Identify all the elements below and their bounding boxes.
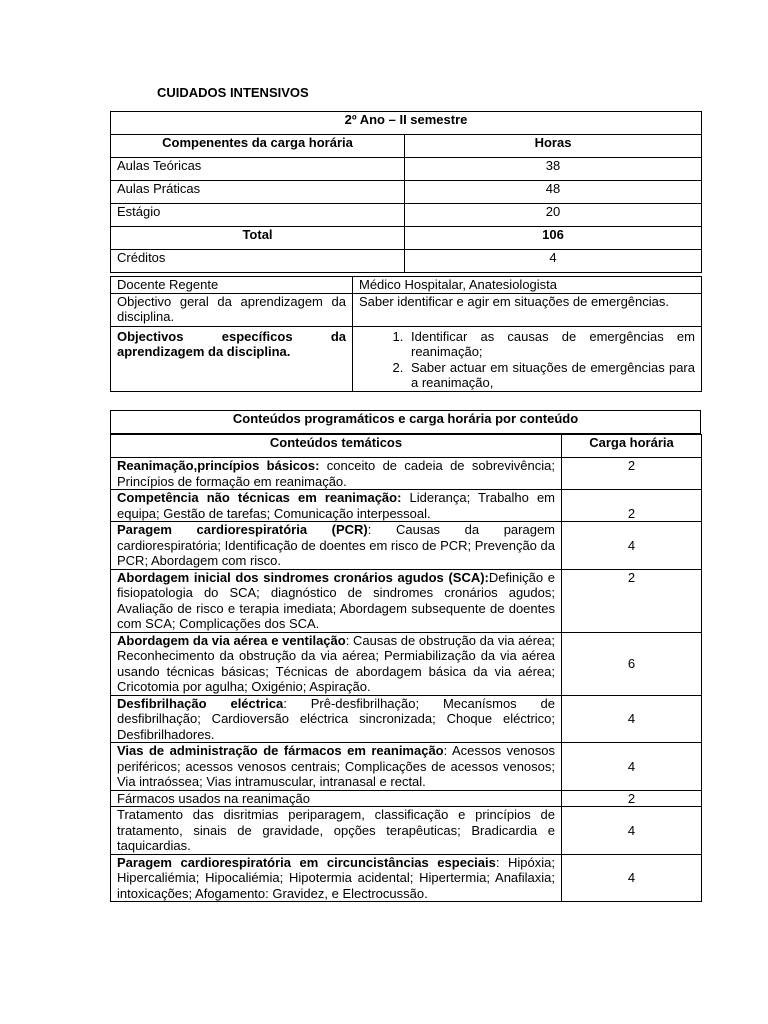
topic-title: Vias de administração de fármacos em reanimação: [117, 743, 444, 758]
topic-cell: [111, 695, 562, 743]
topic-description: conceito de cadeia de sobrevivência; Princípios de formação em reanimação.: [117, 458, 555, 489]
list-item: 1. Identificar as causas de emergências em reanimação;: [407, 329, 695, 360]
topic-description: Definição e fisiopatologia do SCA; diagnóstico de sindromes cronários agudos; Avaliação de risco e terapia imediata; Abordagem subsequente de doentes com SCA; Complicações dos SCA.: [117, 569, 555, 631]
table-row: [111, 632, 702, 695]
hours-table: [110, 111, 702, 273]
topic-cell: [111, 807, 562, 855]
total-value: 106: [405, 227, 702, 250]
hours-cell: 2: [562, 490, 702, 522]
topic-title: Paragem cardiorespiratória (PCR): [117, 522, 368, 537]
column-header-component: Compenentes da carga horária: [111, 135, 405, 158]
row-label: Aulas Teóricas: [111, 158, 405, 181]
topic-title: Competência não técnicas em reanimação:: [117, 490, 402, 505]
topic-cell: [111, 490, 562, 522]
info-table: [110, 276, 702, 392]
row-label: Estágio: [111, 204, 405, 227]
hours-cell: 2: [562, 790, 702, 807]
table-row: [111, 569, 702, 632]
table-row: [111, 854, 702, 902]
table-row: [111, 790, 702, 807]
topic-cell: [111, 854, 562, 902]
topic-description: : Prê-desfibrilhação; Mecanísmos de desfibrilhação; Cardioversão eléctrica sincronizada; Choque eléctrico; Desfibrilhadores.: [117, 695, 556, 742]
docente-row: [111, 277, 702, 294]
hours-cell: 2: [562, 458, 702, 490]
topic-cell: [111, 569, 562, 632]
topic-cell: [111, 632, 562, 695]
hours-cell: 2: [562, 569, 702, 632]
contents-section-title: Conteúdos programáticos e carga horária por conteúdo: [111, 411, 701, 434]
hours-cell: 4: [562, 854, 702, 902]
docente-label: Docente Regente: [111, 277, 353, 294]
contents-header-row: [111, 435, 702, 458]
total-row: [111, 227, 702, 250]
objetivo-geral-value: Saber identificar e agir em situações de emergências.: [353, 293, 702, 326]
objetivo-geral-row: [111, 293, 702, 326]
topic-description: : Causas da paragem cardiorespiratória; Identificação de doentes em risco de PCR; Prevenção da PCR; Abordagem com risco.: [117, 522, 556, 568]
contents-title-table: [110, 410, 701, 434]
hours-cell: 6: [562, 632, 702, 695]
topic-cell: [111, 743, 562, 791]
topic-title: Reanimação,princípios básicos:: [117, 458, 320, 473]
objetivos-especificos-row: [111, 326, 702, 391]
table-row: [111, 458, 702, 490]
topic-title: Abordagem inicial dos sindromes cronários agudos (SCA):: [117, 569, 489, 585]
topic-description: Fármacos usados na reanimação: [117, 790, 310, 806]
topic-title: Paragem cardiorespiratória em circuncistâncias especiais: [117, 854, 496, 870]
column-header-hours: Horas: [405, 135, 702, 158]
topic-description: : Causas de obstrução da via aérea; Reconhecimento da obstrução da via aérea; Permiabilização da via aérea usando técnicas básicas; Técnicas de abordagem básica da via aérea; Cricotomia por agulha; Oxigénio; Aspiração.: [117, 632, 555, 694]
table-row: [111, 158, 702, 181]
table-row: [111, 204, 702, 227]
credits-value: 4: [405, 250, 702, 273]
topic-cell: [111, 790, 562, 807]
contents-table: [110, 434, 702, 902]
credits-row: [111, 250, 702, 273]
topic-title: Desfibrilhação eléctrica: [117, 695, 284, 711]
table-row: [111, 522, 702, 570]
list-item: 2. Saber actuar em situações de emergências para a reanimação,: [407, 360, 695, 391]
total-label: Total: [111, 227, 405, 250]
hours-column-header-row: [111, 135, 702, 158]
table-row: [111, 807, 702, 855]
table-row: [111, 181, 702, 204]
hours-cell: 4: [562, 522, 702, 570]
topic-description: Tratamento das disritmias periparagem, classificação e princípios de tratamento, sinais de gravidade, opções terapêuticas; Bradicardia e taquicardias.: [117, 807, 555, 853]
semester-heading: 2º Ano – II semestre: [111, 112, 702, 135]
topic-description: : Hipóxia; Hipercaliémia; Hipocaliémia; Hipotermia acidental; Hipertermia; Anafilaxia; intoxicações; Afogamento: Gravidez, e Electrocussão.: [117, 854, 555, 901]
hours-heading-row: [111, 112, 702, 135]
objetivo-geral-label: Objectivo geral da aprendizagem da disciplina.: [111, 293, 353, 326]
objetivos-especificos-list-cell: [353, 326, 702, 391]
document-title: CUIDADOS INTENSIVOS: [157, 85, 309, 100]
topic-description: Liderança; Trabalho em equipa; Gestão de tarefas; Comunicação interpessoal.: [117, 490, 555, 521]
topic-title: Abordagem da via aérea e ventilação: [117, 632, 346, 648]
topic-description: : Acessos venosos periféricos; acessos venosos centrais; Complicações de acessos venosos; Via intraóssea; Vias intramuscular, intranasal e rectal.: [117, 743, 555, 789]
table-row: [111, 695, 702, 743]
column-header-topic: Conteúdos temáticos: [111, 435, 562, 458]
contents-body: [111, 458, 702, 902]
row-value: 48: [405, 181, 702, 204]
table-row: [111, 743, 702, 791]
column-header-load: Carga horária: [562, 435, 702, 458]
table-row: [111, 490, 702, 522]
docente-value: Médico Hospitalar, Anatesiologista: [353, 277, 702, 294]
hours-cell: 4: [562, 695, 702, 743]
objetivos-especificos-label: Objectivos específicos da aprendizagem da disciplina.: [111, 326, 353, 391]
credits-label: Créditos: [111, 250, 405, 273]
hours-cell: 4: [562, 807, 702, 855]
objetivos-especificos-list: [359, 329, 695, 391]
hours-cell: 4: [562, 743, 702, 791]
topic-cell: [111, 522, 562, 570]
row-label: Aulas Práticas: [111, 181, 405, 204]
row-value: 20: [405, 204, 702, 227]
topic-cell: [111, 458, 562, 490]
row-value: 38: [405, 158, 702, 181]
